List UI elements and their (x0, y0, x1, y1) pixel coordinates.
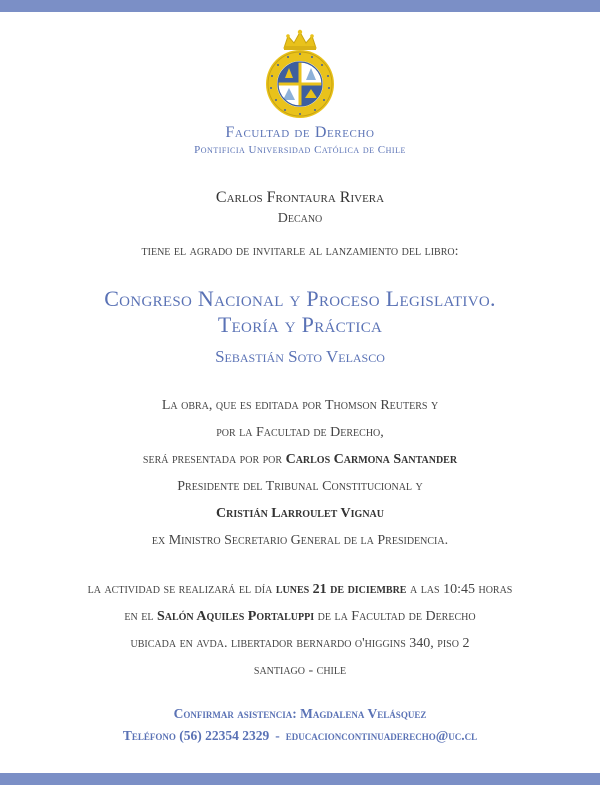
contact-line (0, 728, 600, 744)
event-date-line (0, 582, 600, 598)
book-author: Sebastián Soto Velasco (215, 347, 385, 366)
event-date: lunes 21 de diciembre (275, 582, 407, 597)
details-line2: por la Facultad de Derecho, (216, 425, 384, 440)
details-line1: La obra, que es editada por Thomson Reuters y (161, 398, 439, 413)
top-border-band (0, 0, 600, 12)
host-name: Carlos Frontaura Rivera (215, 189, 385, 206)
details-line6: ex Ministro Secretario General de la Presidencia. (151, 533, 449, 548)
contact-email[interactable]: educacioncontinuaderecho@uc.cl (285, 728, 478, 743)
faculty-name: Facultad de Derecho (225, 124, 375, 141)
university-seal-logo (260, 28, 340, 120)
bottom-border-band (0, 773, 600, 785)
event-address: ubicada en avda. libertador bernardo o'higgins 340, piso 2 (130, 636, 470, 651)
book-title-line2: Teoría y Práctica (217, 312, 383, 337)
event-city: santiago - chile (253, 663, 347, 678)
event-date-pre: la actividad se realizará el día (87, 582, 276, 597)
details-line5 (0, 506, 600, 522)
details-line4: Presidente del Tribunal Constitucional y (177, 479, 423, 494)
event-place-post: de la Facultad de Derecho (314, 609, 476, 624)
contact-separator: - (275, 728, 280, 743)
book-title-line1: Congreso Nacional y Proceso Legislativo. (104, 286, 496, 311)
presenter-name: Carlos Carmona Santander (285, 452, 458, 467)
invitation-intro: tiene el agrado de invitarle al lanzamiento del libro: (141, 244, 459, 259)
rsvp-contact: Confirmar asistencia: Magdalena Velásquez (173, 706, 427, 721)
presenter-intro: será presentada por por (142, 452, 286, 467)
university-name: Pontificia Universidad Católica de Chile (194, 144, 406, 156)
event-place-pre: en el (124, 609, 157, 624)
contact-phone: Teléfono (56) 22354 2329 (122, 728, 270, 743)
host-title: Decano (277, 211, 323, 226)
details-line3 (0, 452, 600, 468)
second-presenter-name: Cristián Larroulet Vignau (216, 506, 384, 521)
event-place-line (0, 609, 600, 625)
event-time: a las 10:45 horas (406, 582, 513, 597)
event-place: Salón Aquiles Portaluppi (156, 609, 315, 624)
